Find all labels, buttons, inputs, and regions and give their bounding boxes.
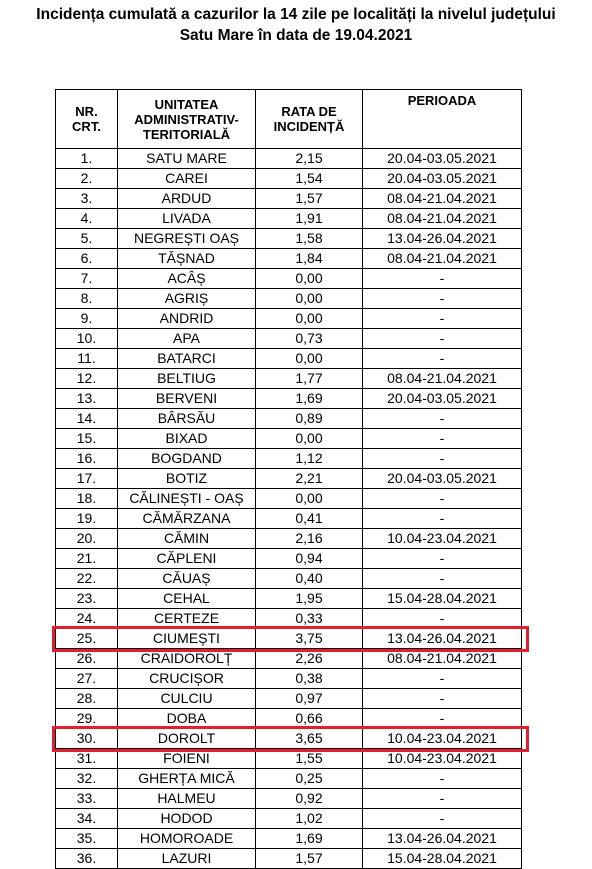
cell-unit: APA bbox=[118, 329, 256, 349]
cell-unit: CEHAL bbox=[118, 589, 256, 609]
cell-nr: 6. bbox=[56, 249, 118, 269]
document-title bbox=[0, 4, 592, 46]
cell-nr: 1. bbox=[56, 149, 118, 169]
cell-period: - bbox=[363, 329, 522, 349]
cell-period: - bbox=[363, 429, 522, 449]
cell-rate: 1,95 bbox=[256, 589, 363, 609]
cell-rate: 1,91 bbox=[256, 209, 363, 229]
cell-period: - bbox=[363, 689, 522, 709]
table-row bbox=[56, 349, 522, 369]
cell-unit: BERVENI bbox=[118, 389, 256, 409]
cell-rate: 2,16 bbox=[256, 529, 363, 549]
cell-nr: 14. bbox=[56, 409, 118, 429]
table-row bbox=[56, 709, 522, 729]
cell-unit: DOROLT bbox=[118, 729, 256, 749]
cell-period: - bbox=[363, 609, 522, 629]
table-row bbox=[56, 289, 522, 309]
cell-nr: 3. bbox=[56, 189, 118, 209]
cell-nr: 4. bbox=[56, 209, 118, 229]
table-row bbox=[56, 789, 522, 809]
cell-period: 10.04-23.04.2021 bbox=[363, 529, 522, 549]
table-row bbox=[56, 589, 522, 609]
table-row bbox=[56, 409, 522, 429]
cell-unit: CRUCIȘOR bbox=[118, 669, 256, 689]
table-row bbox=[56, 729, 522, 749]
table-row bbox=[56, 749, 522, 769]
cell-nr: 29. bbox=[56, 709, 118, 729]
title-line-1: Incidența cumulată a cazurilor la 14 zile pe localități la nivelul județului bbox=[36, 6, 556, 23]
table-row bbox=[56, 629, 522, 649]
cell-period: - bbox=[363, 669, 522, 689]
table-row bbox=[56, 569, 522, 589]
cell-rate: 0,00 bbox=[256, 289, 363, 309]
cell-rate: 0,38 bbox=[256, 669, 363, 689]
header-period-label: PERIOADA bbox=[407, 93, 477, 108]
cell-unit: DOBA bbox=[118, 709, 256, 729]
cell-unit: TĂȘNAD bbox=[118, 249, 256, 269]
cell-period: 13.04-26.04.2021 bbox=[363, 629, 522, 649]
cell-period: - bbox=[363, 549, 522, 569]
table-row bbox=[56, 149, 522, 169]
cell-rate: 1,69 bbox=[256, 389, 363, 409]
cell-rate: 1,12 bbox=[256, 449, 363, 469]
cell-rate: 1,57 bbox=[256, 189, 363, 209]
cell-period: 08.04-21.04.2021 bbox=[363, 249, 522, 269]
cell-rate: 3,75 bbox=[256, 629, 363, 649]
table-row bbox=[56, 609, 522, 629]
cell-unit: SATU MARE bbox=[118, 149, 256, 169]
table-row bbox=[56, 509, 522, 529]
cell-period: 20.04-03.05.2021 bbox=[363, 149, 522, 169]
cell-period: - bbox=[363, 809, 522, 829]
cell-nr: 33. bbox=[56, 789, 118, 809]
cell-rate: 1,69 bbox=[256, 829, 363, 849]
table-row bbox=[56, 469, 522, 489]
cell-period: - bbox=[363, 769, 522, 789]
cell-rate: 0,00 bbox=[256, 429, 363, 449]
cell-nr: 36. bbox=[56, 849, 118, 869]
cell-period: - bbox=[363, 449, 522, 469]
cell-nr: 16. bbox=[56, 449, 118, 469]
cell-nr: 18. bbox=[56, 489, 118, 509]
cell-rate: 1,54 bbox=[256, 169, 363, 189]
table-row bbox=[56, 229, 522, 249]
table-row bbox=[56, 489, 522, 509]
cell-rate: 0,33 bbox=[256, 609, 363, 629]
cell-period: 08.04-21.04.2021 bbox=[363, 369, 522, 389]
cell-unit: BELTIUG bbox=[118, 369, 256, 389]
cell-unit: CULCIU bbox=[118, 689, 256, 709]
cell-nr: 20. bbox=[56, 529, 118, 549]
cell-rate: 0,00 bbox=[256, 309, 363, 329]
cell-rate: 0,00 bbox=[256, 489, 363, 509]
cell-period: 20.04-03.05.2021 bbox=[363, 169, 522, 189]
cell-period: 20.04-03.05.2021 bbox=[363, 389, 522, 409]
cell-nr: 11. bbox=[56, 349, 118, 369]
table-row bbox=[56, 249, 522, 269]
table-row bbox=[56, 189, 522, 209]
table-row bbox=[56, 649, 522, 669]
cell-rate: 0,41 bbox=[256, 509, 363, 529]
cell-period: - bbox=[363, 789, 522, 809]
header-period bbox=[363, 90, 522, 149]
cell-period: - bbox=[363, 269, 522, 289]
cell-unit: LIVADA bbox=[118, 209, 256, 229]
cell-nr: 12. bbox=[56, 369, 118, 389]
cell-rate: 0,00 bbox=[256, 349, 363, 369]
cell-period: 13.04-26.04.2021 bbox=[363, 229, 522, 249]
table-row bbox=[56, 829, 522, 849]
cell-nr: 7. bbox=[56, 269, 118, 289]
table-row bbox=[56, 689, 522, 709]
cell-unit: BIXAD bbox=[118, 429, 256, 449]
cell-unit: HODOD bbox=[118, 809, 256, 829]
cell-nr: 30. bbox=[56, 729, 118, 749]
cell-rate: 1,58 bbox=[256, 229, 363, 249]
table-row bbox=[56, 209, 522, 229]
cell-unit: ANDRID bbox=[118, 309, 256, 329]
cell-unit: BOTIZ bbox=[118, 469, 256, 489]
cell-rate: 2,26 bbox=[256, 649, 363, 669]
cell-nr: 25. bbox=[56, 629, 118, 649]
cell-rate: 0,66 bbox=[256, 709, 363, 729]
cell-nr: 17. bbox=[56, 469, 118, 489]
cell-nr: 26. bbox=[56, 649, 118, 669]
cell-nr: 10. bbox=[56, 329, 118, 349]
cell-rate: 0,25 bbox=[256, 769, 363, 789]
cell-period: 08.04-21.04.2021 bbox=[363, 209, 522, 229]
cell-rate: 1,02 bbox=[256, 809, 363, 829]
cell-period: 15.04-28.04.2021 bbox=[363, 849, 522, 869]
cell-unit: FOIENI bbox=[118, 749, 256, 769]
cell-period: 08.04-21.04.2021 bbox=[363, 189, 522, 209]
cell-rate: 0,97 bbox=[256, 689, 363, 709]
cell-unit: HALMEU bbox=[118, 789, 256, 809]
header-rate bbox=[256, 90, 363, 149]
cell-rate: 0,40 bbox=[256, 569, 363, 589]
cell-rate: 0,89 bbox=[256, 409, 363, 429]
header-rate-label: RATA DE INCIDENȚĂ bbox=[273, 104, 345, 134]
cell-unit: LAZURI bbox=[118, 849, 256, 869]
table-row bbox=[56, 389, 522, 409]
cell-nr: 22. bbox=[56, 569, 118, 589]
cell-period: - bbox=[363, 709, 522, 729]
cell-period: 10.04-23.04.2021 bbox=[363, 749, 522, 769]
cell-unit: NEGREȘTI OAȘ bbox=[118, 229, 256, 249]
cell-nr: 21. bbox=[56, 549, 118, 569]
cell-period: 13.04-26.04.2021 bbox=[363, 829, 522, 849]
cell-unit: CRAIDOROLȚ bbox=[118, 649, 256, 669]
cell-unit: BOGDAND bbox=[118, 449, 256, 469]
cell-unit: ARDUD bbox=[118, 189, 256, 209]
cell-rate: 0,94 bbox=[256, 549, 363, 569]
cell-rate: 2,21 bbox=[256, 469, 363, 489]
cell-period: 08.04-21.04.2021 bbox=[363, 649, 522, 669]
cell-unit: AGRIȘ bbox=[118, 289, 256, 309]
table-row bbox=[56, 849, 522, 869]
cell-period: - bbox=[363, 409, 522, 429]
cell-nr: 15. bbox=[56, 429, 118, 449]
cell-rate: 1,84 bbox=[256, 249, 363, 269]
table-row bbox=[56, 769, 522, 789]
cell-rate: 1,77 bbox=[256, 369, 363, 389]
cell-period: - bbox=[363, 309, 522, 329]
cell-period: - bbox=[363, 509, 522, 529]
cell-nr: 8. bbox=[56, 289, 118, 309]
cell-unit: CIUMEȘTI bbox=[118, 629, 256, 649]
cell-unit: CĂUAȘ bbox=[118, 569, 256, 589]
cell-nr: 19. bbox=[56, 509, 118, 529]
cell-nr: 34. bbox=[56, 809, 118, 829]
table-row bbox=[56, 429, 522, 449]
cell-nr: 28. bbox=[56, 689, 118, 709]
table-row bbox=[56, 269, 522, 289]
cell-unit: BATARCI bbox=[118, 349, 256, 369]
cell-rate: 1,55 bbox=[256, 749, 363, 769]
header-nr bbox=[56, 90, 118, 149]
cell-nr: 31. bbox=[56, 749, 118, 769]
cell-rate: 0,00 bbox=[256, 269, 363, 289]
cell-nr: 5. bbox=[56, 229, 118, 249]
cell-rate: 0,92 bbox=[256, 789, 363, 809]
header-nr-label: NR. CRT. bbox=[72, 104, 101, 134]
cell-nr: 23. bbox=[56, 589, 118, 609]
header-unit bbox=[118, 90, 256, 149]
cell-period: - bbox=[363, 489, 522, 509]
title-line-2: Satu Mare în data de 19.04.2021 bbox=[179, 27, 413, 44]
cell-period: - bbox=[363, 289, 522, 309]
cell-nr: 32. bbox=[56, 769, 118, 789]
cell-period: 15.04-28.04.2021 bbox=[363, 589, 522, 609]
cell-unit: CĂLINEȘTI - OAȘ bbox=[118, 489, 256, 509]
cell-unit: CERTEZE bbox=[118, 609, 256, 629]
table-row bbox=[56, 549, 522, 569]
cell-unit: GHERȚA MICĂ bbox=[118, 769, 256, 789]
cell-period: - bbox=[363, 349, 522, 369]
cell-nr: 35. bbox=[56, 829, 118, 849]
cell-period: - bbox=[363, 569, 522, 589]
cell-nr: 13. bbox=[56, 389, 118, 409]
cell-rate: 3,65 bbox=[256, 729, 363, 749]
cell-unit: ACÂȘ bbox=[118, 269, 256, 289]
cell-nr: 2. bbox=[56, 169, 118, 189]
cell-unit: CĂMIN bbox=[118, 529, 256, 549]
cell-unit: HOMOROADE bbox=[118, 829, 256, 849]
table-header-row bbox=[56, 90, 522, 149]
cell-nr: 9. bbox=[56, 309, 118, 329]
header-unit-label: UNITATEA ADMINISTRATIV-TERITORIALĂ bbox=[134, 96, 239, 142]
incidence-table bbox=[55, 89, 522, 869]
table-row bbox=[56, 669, 522, 689]
cell-rate: 0,73 bbox=[256, 329, 363, 349]
table-row bbox=[56, 529, 522, 549]
table-row bbox=[56, 809, 522, 829]
cell-unit: CĂMĂRZANA bbox=[118, 509, 256, 529]
cell-nr: 27. bbox=[56, 669, 118, 689]
cell-period: 20.04-03.05.2021 bbox=[363, 469, 522, 489]
table-row bbox=[56, 329, 522, 349]
cell-rate: 2,15 bbox=[256, 149, 363, 169]
cell-period: 10.04-23.04.2021 bbox=[363, 729, 522, 749]
cell-nr: 24. bbox=[56, 609, 118, 629]
cell-unit: BÂRSĂU bbox=[118, 409, 256, 429]
cell-rate: 1,57 bbox=[256, 849, 363, 869]
table-row bbox=[56, 449, 522, 469]
cell-unit: CĂPLENI bbox=[118, 549, 256, 569]
table-row bbox=[56, 309, 522, 329]
cell-unit: CAREI bbox=[118, 169, 256, 189]
table-row bbox=[56, 369, 522, 389]
table-row bbox=[56, 169, 522, 189]
